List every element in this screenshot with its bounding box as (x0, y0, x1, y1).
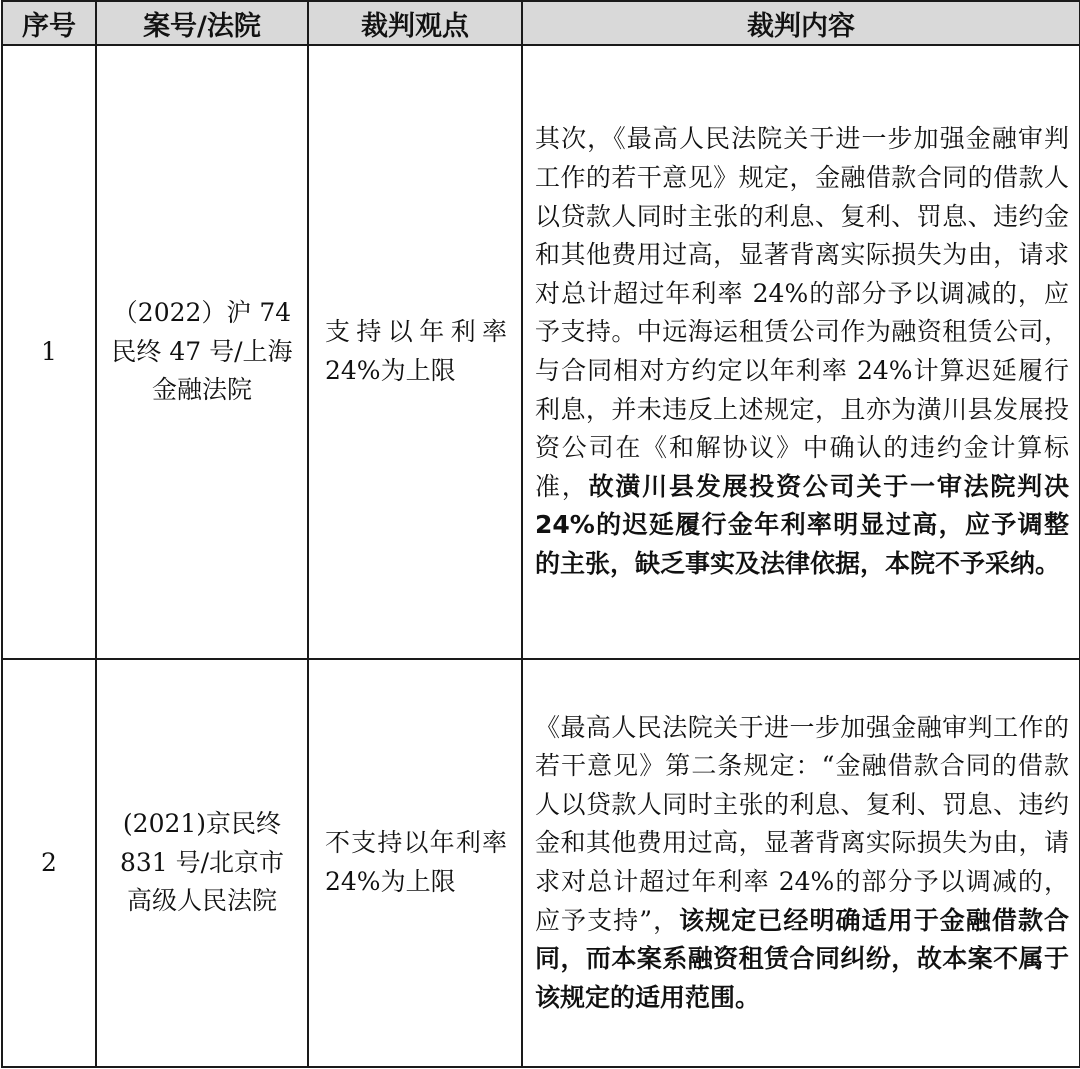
header-row (2, 1, 1080, 45)
header-view: 裁判观点 (308, 1, 522, 45)
judgment-content (522, 659, 1080, 1067)
judgment-view (308, 45, 522, 659)
judgment-view-text: 支持以年利率 24%为上限 (325, 317, 507, 385)
header-case: 案号/法院 (96, 1, 308, 45)
table-row (2, 659, 1080, 1067)
row-num: 2 (2, 659, 96, 1067)
header-content: 裁判内容 (522, 1, 1080, 45)
content-plain-text: 《最高人民法院关于进一步加强金融审判工作的若干意见》第二条规定：“金融借款合同的借款人以贷款人同时主张的利息、复利、罚息、违约金和其他费用过高，显著背离实际损失为由，请求对总计超过年利率 24%的部分予以调减的，应予支持”， (535, 712, 1069, 935)
content-bold-text: 故潢川县发展投资公司关于一审法院判决 24%的迟延履行金年利率明显过高，应予调整的主张，缺乏事实及法律依据，本院不予采纳。 (535, 471, 1069, 578)
header-num: 序号 (2, 1, 96, 45)
content-bold-text: 该规定已经明确适用于金融借款合同，而本案系融资租赁合同纠纷，故本案不属于该规定的适用范围。 (535, 905, 1069, 1012)
case-court: (2021)京民终 831 号/北京市高级人民法院 (96, 659, 308, 1067)
judgment-view-text: 不支持以年利率 24%为上限 (325, 828, 507, 896)
judgment-content (522, 45, 1080, 659)
judgment-table (1, 0, 1080, 1068)
case-court: （2022）沪 74 民终 47 号/上海金融法院 (96, 45, 308, 659)
judgment-view (308, 659, 522, 1067)
table-row (2, 45, 1080, 659)
content-plain-text: 其次，《最高人民法院关于进一步加强金融审判工作的若干意见》规定，金融借款合同的借款人以贷款人同时主张的利息、复利、罚息、违约金和其他费用过高，显著背离实际损失为由，请求对总计超过年利率 24%的部分予以调减的，应予支持。中远海运租赁公司作为融资租赁公司，与合同相对方约定以年利率 24%计算迟延履行利息，并未违反上述规定，且亦为潢川县发展投资公司在《和解协议》中确认的违约金计算标准， (535, 124, 1069, 501)
row-num: 1 (2, 45, 96, 659)
